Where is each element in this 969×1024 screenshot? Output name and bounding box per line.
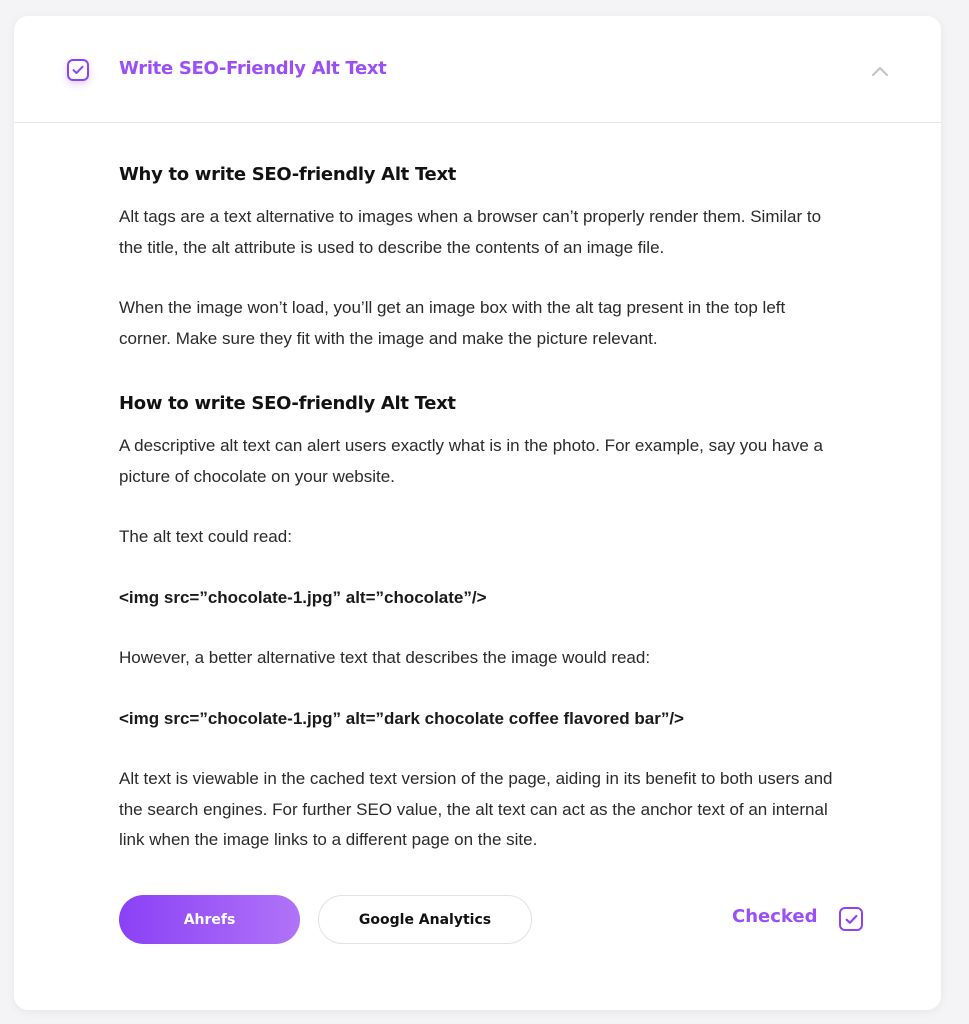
paragraph-how-3: However, a better alternative text that describes the image would read: [119,648,651,667]
code-example-basic: <img src=”chocolate-1.jpg” alt=”chocolate”/> [119,587,487,607]
paragraph-why-1: Alt tags are a text alternative to images when a browser can’t properly render them. Similar to the title, the alt attribute is used to describe the contents of an image file. [119,207,822,257]
google-analytics-button[interactable]: Google Analytics [318,895,532,944]
checked-status-label: Checked [732,906,818,927]
paragraph-why-2: When the image won’t load, you’ll get an image box with the alt tag present in the top left corner. Make sure they fit with the image and make the picture relevant. [119,298,786,348]
paragraph-how-1: A descriptive alt text can alert users exactly what is in the photo. For example, say you have a picture of chocolate on your website. [119,436,823,486]
checklist-card [14,16,941,1010]
accordion-header[interactable] [14,16,941,123]
accordion-body [119,160,839,856]
checkmark-icon [72,65,84,75]
section-heading-how: How to write SEO-friendly Alt Text [119,393,456,414]
section-heading-why: Why to write SEO-friendly Alt Text [119,164,457,185]
ahrefs-button[interactable]: Ahrefs [119,895,300,944]
chevron-up-icon[interactable] [870,64,890,78]
checkbox-checked-icon[interactable] [839,907,863,931]
paragraph-how-2: The alt text could read: [119,527,292,546]
checkmark-icon [845,914,858,925]
accordion-title: Write SEO-Friendly Alt Text [119,58,387,79]
checkbox-checked-icon[interactable] [67,59,89,81]
paragraph-how-4: Alt text is viewable in the cached text version of the page, aiding in its benefit to both users and the search engines. For further SEO value, the alt text can act as the anchor text of an internal link when the image links to a different page on the site. [119,769,833,849]
code-example-descriptive: <img src=”chocolate-1.jpg” alt=”dark chocolate coffee flavored bar”/> [119,708,684,728]
